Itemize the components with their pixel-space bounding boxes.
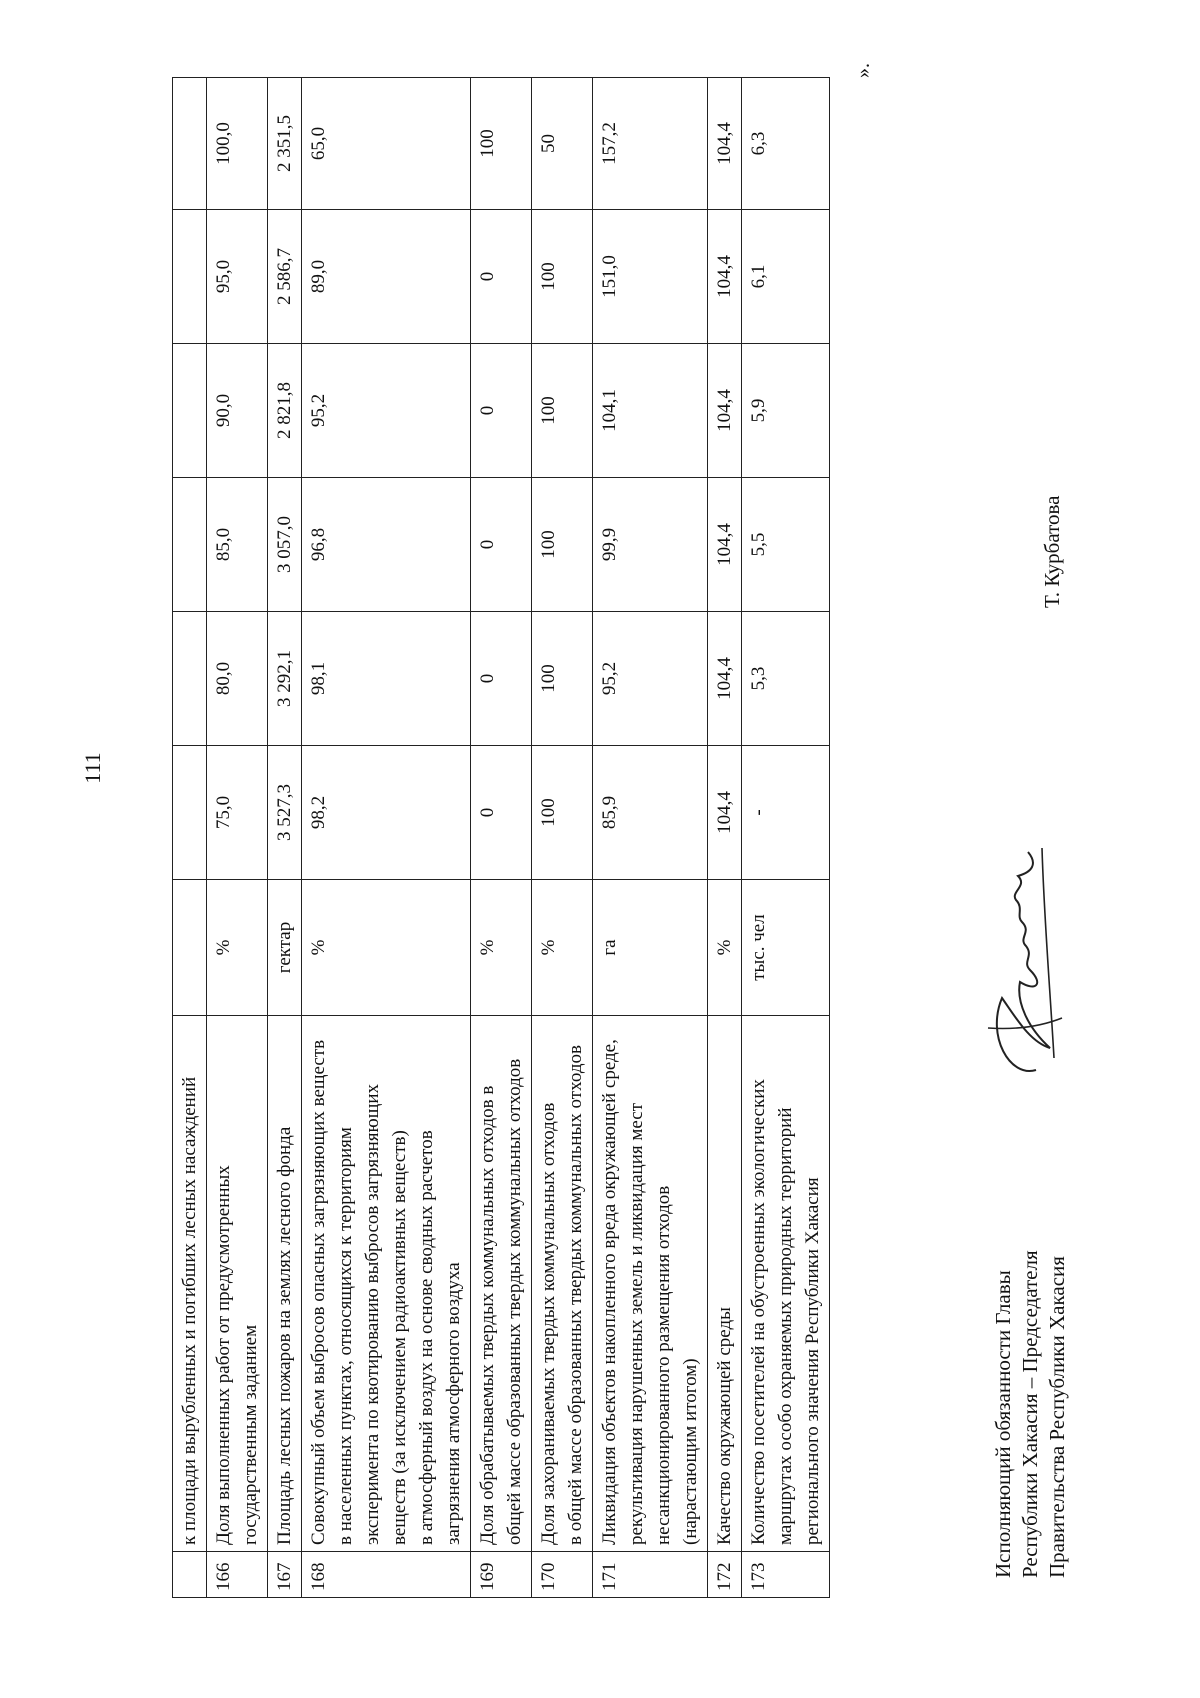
indicator-name-line: общей массе образованных твердых коммунальных отходов — [504, 1058, 525, 1545]
value-cell: 104,4 — [708, 210, 742, 344]
indicator-name-line: маршрутах особо охраняемых природных территорий — [775, 1107, 796, 1545]
indicator-name-line: Доля выполненных работ от предусмотренных — [213, 1165, 234, 1545]
value-cell: 0 — [471, 344, 532, 478]
value-cell: 95,0 — [207, 210, 268, 344]
value-cell: 100 — [532, 746, 593, 880]
value-cell — [173, 612, 207, 746]
value-cell: - — [742, 746, 830, 880]
closing-quote: ». — [852, 63, 874, 78]
unit-cell: % — [302, 880, 471, 1016]
value-cell: 95,2 — [593, 612, 708, 746]
value-cell: 0 — [471, 478, 532, 612]
signature-title-line: Исполняющий обязанности Главы — [991, 1270, 1015, 1578]
value-cell: 100 — [532, 344, 593, 478]
indicator-name — [173, 1016, 207, 1552]
value-cell: 100 — [532, 612, 593, 746]
indicator-name-line: несанкционированного размещения отходов — [653, 1185, 674, 1545]
indicator-name-line: Количество посетителей на обустроенных экологических — [748, 1079, 769, 1545]
value-cell: 0 — [471, 210, 532, 344]
value-cell — [173, 478, 207, 612]
indicator-name-line: к площади вырубленных и погибших лесных насаждений — [179, 1076, 200, 1545]
unit-cell: гектар — [268, 880, 302, 1016]
table-row — [532, 78, 593, 1598]
value-cell: 104,4 — [708, 478, 742, 612]
table-body — [173, 78, 830, 1598]
signer-name: Т. Курбатова — [1040, 495, 1064, 608]
value-cell: 100,0 — [207, 78, 268, 210]
indicator-name-line: регионального значения Республики Хакасия — [802, 1177, 823, 1545]
unit-cell: тыс. чел — [742, 880, 830, 1016]
row-number: 171 — [593, 1552, 708, 1598]
unit-cell: % — [207, 880, 268, 1016]
indicator-name — [268, 1016, 302, 1552]
indicator-name-line: (нарастающим итогом) — [680, 1358, 701, 1545]
indicator-name — [207, 1016, 268, 1552]
value-cell — [173, 746, 207, 880]
value-cell: 104,4 — [708, 746, 742, 880]
indicator-name — [593, 1016, 708, 1552]
indicator-name-line: эксперимента по квотированию выбросов загрязняющих — [362, 1083, 383, 1545]
signature-title-line: Республики Хакасия – Председателя — [1018, 1250, 1042, 1578]
value-cell: 2 586,7 — [268, 210, 302, 344]
value-cell: 104,4 — [708, 612, 742, 746]
handwritten-signature — [958, 838, 1078, 1088]
value-cell: 50 — [532, 78, 593, 210]
indicator-name-line: в населенных пунктах, относящихся к территориям — [335, 1127, 356, 1545]
value-cell: 0 — [471, 612, 532, 746]
value-cell: 85,0 — [207, 478, 268, 612]
indicator-name-line: Доля обрабатываемых твердых коммунальных отходов в — [477, 1085, 498, 1545]
value-cell: 2 821,8 — [268, 344, 302, 478]
indicator-name-line: Доля захораниваемых твердых коммунальных отходов — [538, 1102, 559, 1545]
indicator-name — [532, 1016, 593, 1552]
signature-title-block — [990, 1250, 1071, 1578]
value-cell: 3 292,1 — [268, 612, 302, 746]
value-cell: 6,3 — [742, 78, 830, 210]
indicator-name-line: в общей массе образованных твердых коммунальных отходов — [565, 1045, 586, 1545]
value-cell: 5,5 — [742, 478, 830, 612]
value-cell: 95,2 — [302, 344, 471, 478]
indicator-name-line: государственным заданием — [240, 1324, 261, 1545]
row-number: 167 — [268, 1552, 302, 1598]
value-cell: 80,0 — [207, 612, 268, 746]
value-cell: 100 — [471, 78, 532, 210]
indicator-name-line: в атмосферный воздух на основе сводных расчетов — [416, 1130, 437, 1545]
unit-cell — [173, 880, 207, 1016]
table-row — [268, 78, 302, 1598]
value-cell: 90,0 — [207, 344, 268, 478]
value-cell — [173, 210, 207, 344]
value-cell: 100 — [532, 210, 593, 344]
indicator-name — [471, 1016, 532, 1552]
indicator-name-line: Ликвидация объектов накопленного вреда окружающей среде, — [599, 1039, 620, 1545]
table-row — [302, 78, 471, 1598]
indicator-name-line: Совокупный объем выбросов опасных загрязняющих веществ — [308, 1039, 329, 1545]
table-row — [471, 78, 532, 1598]
value-cell: 6,1 — [742, 210, 830, 344]
row-number: 172 — [708, 1552, 742, 1598]
value-cell: 104,4 — [708, 78, 742, 210]
table-row — [173, 78, 207, 1598]
indicator-name-line: рекультивация нарушенных земель и ликвидация мест — [626, 1102, 647, 1545]
unit-cell: га — [593, 880, 708, 1016]
value-cell: 3 527,3 — [268, 746, 302, 880]
table-row — [207, 78, 268, 1598]
indicator-name-line: веществ (за исключением радиоактивных веществ) — [389, 1130, 410, 1545]
value-cell: 98,1 — [302, 612, 471, 746]
value-cell: 3 057,0 — [268, 478, 302, 612]
value-cell: 5,3 — [742, 612, 830, 746]
value-cell: 75,0 — [207, 746, 268, 880]
indicator-table — [172, 77, 830, 1598]
value-cell: 98,2 — [302, 746, 471, 880]
row-number: 173 — [742, 1552, 830, 1598]
unit-cell: % — [532, 880, 593, 1016]
row-number: 168 — [302, 1552, 471, 1598]
signature-title-line: Правительства Республики Хакасия — [1045, 1256, 1069, 1578]
table-row — [593, 78, 708, 1598]
value-cell: 151,0 — [593, 210, 708, 344]
indicator-name-line: Качество окружающей среды — [714, 1307, 735, 1545]
unit-cell: % — [708, 880, 742, 1016]
value-cell: 65,0 — [302, 78, 471, 210]
value-cell: 96,8 — [302, 478, 471, 612]
indicator-name — [302, 1016, 471, 1552]
value-cell: 104,4 — [708, 344, 742, 478]
value-cell: 104,1 — [593, 344, 708, 478]
value-cell: 157,2 — [593, 78, 708, 210]
value-cell: 89,0 — [302, 210, 471, 344]
value-cell: 85,9 — [593, 746, 708, 880]
unit-cell: % — [471, 880, 532, 1016]
value-cell: 0 — [471, 746, 532, 880]
row-number: 166 — [207, 1552, 268, 1598]
value-cell: 99,9 — [593, 478, 708, 612]
row-number: 170 — [532, 1552, 593, 1598]
table-row — [708, 78, 742, 1598]
value-cell: 5,9 — [742, 344, 830, 478]
table-row — [742, 78, 830, 1598]
value-cell: 2 351,5 — [268, 78, 302, 210]
indicator-name-line: загрязнения атмосферного воздуха — [443, 1262, 464, 1545]
indicator-name — [708, 1016, 742, 1552]
row-number: 169 — [471, 1552, 532, 1598]
value-cell — [173, 78, 207, 210]
indicator-name — [742, 1016, 830, 1552]
value-cell — [173, 344, 207, 478]
page-number: 111 — [80, 752, 105, 784]
value-cell: 100 — [532, 478, 593, 612]
indicator-name-line: Площадь лесных пожаров на землях лесного фонда — [274, 1126, 295, 1545]
row-number — [173, 1552, 207, 1598]
